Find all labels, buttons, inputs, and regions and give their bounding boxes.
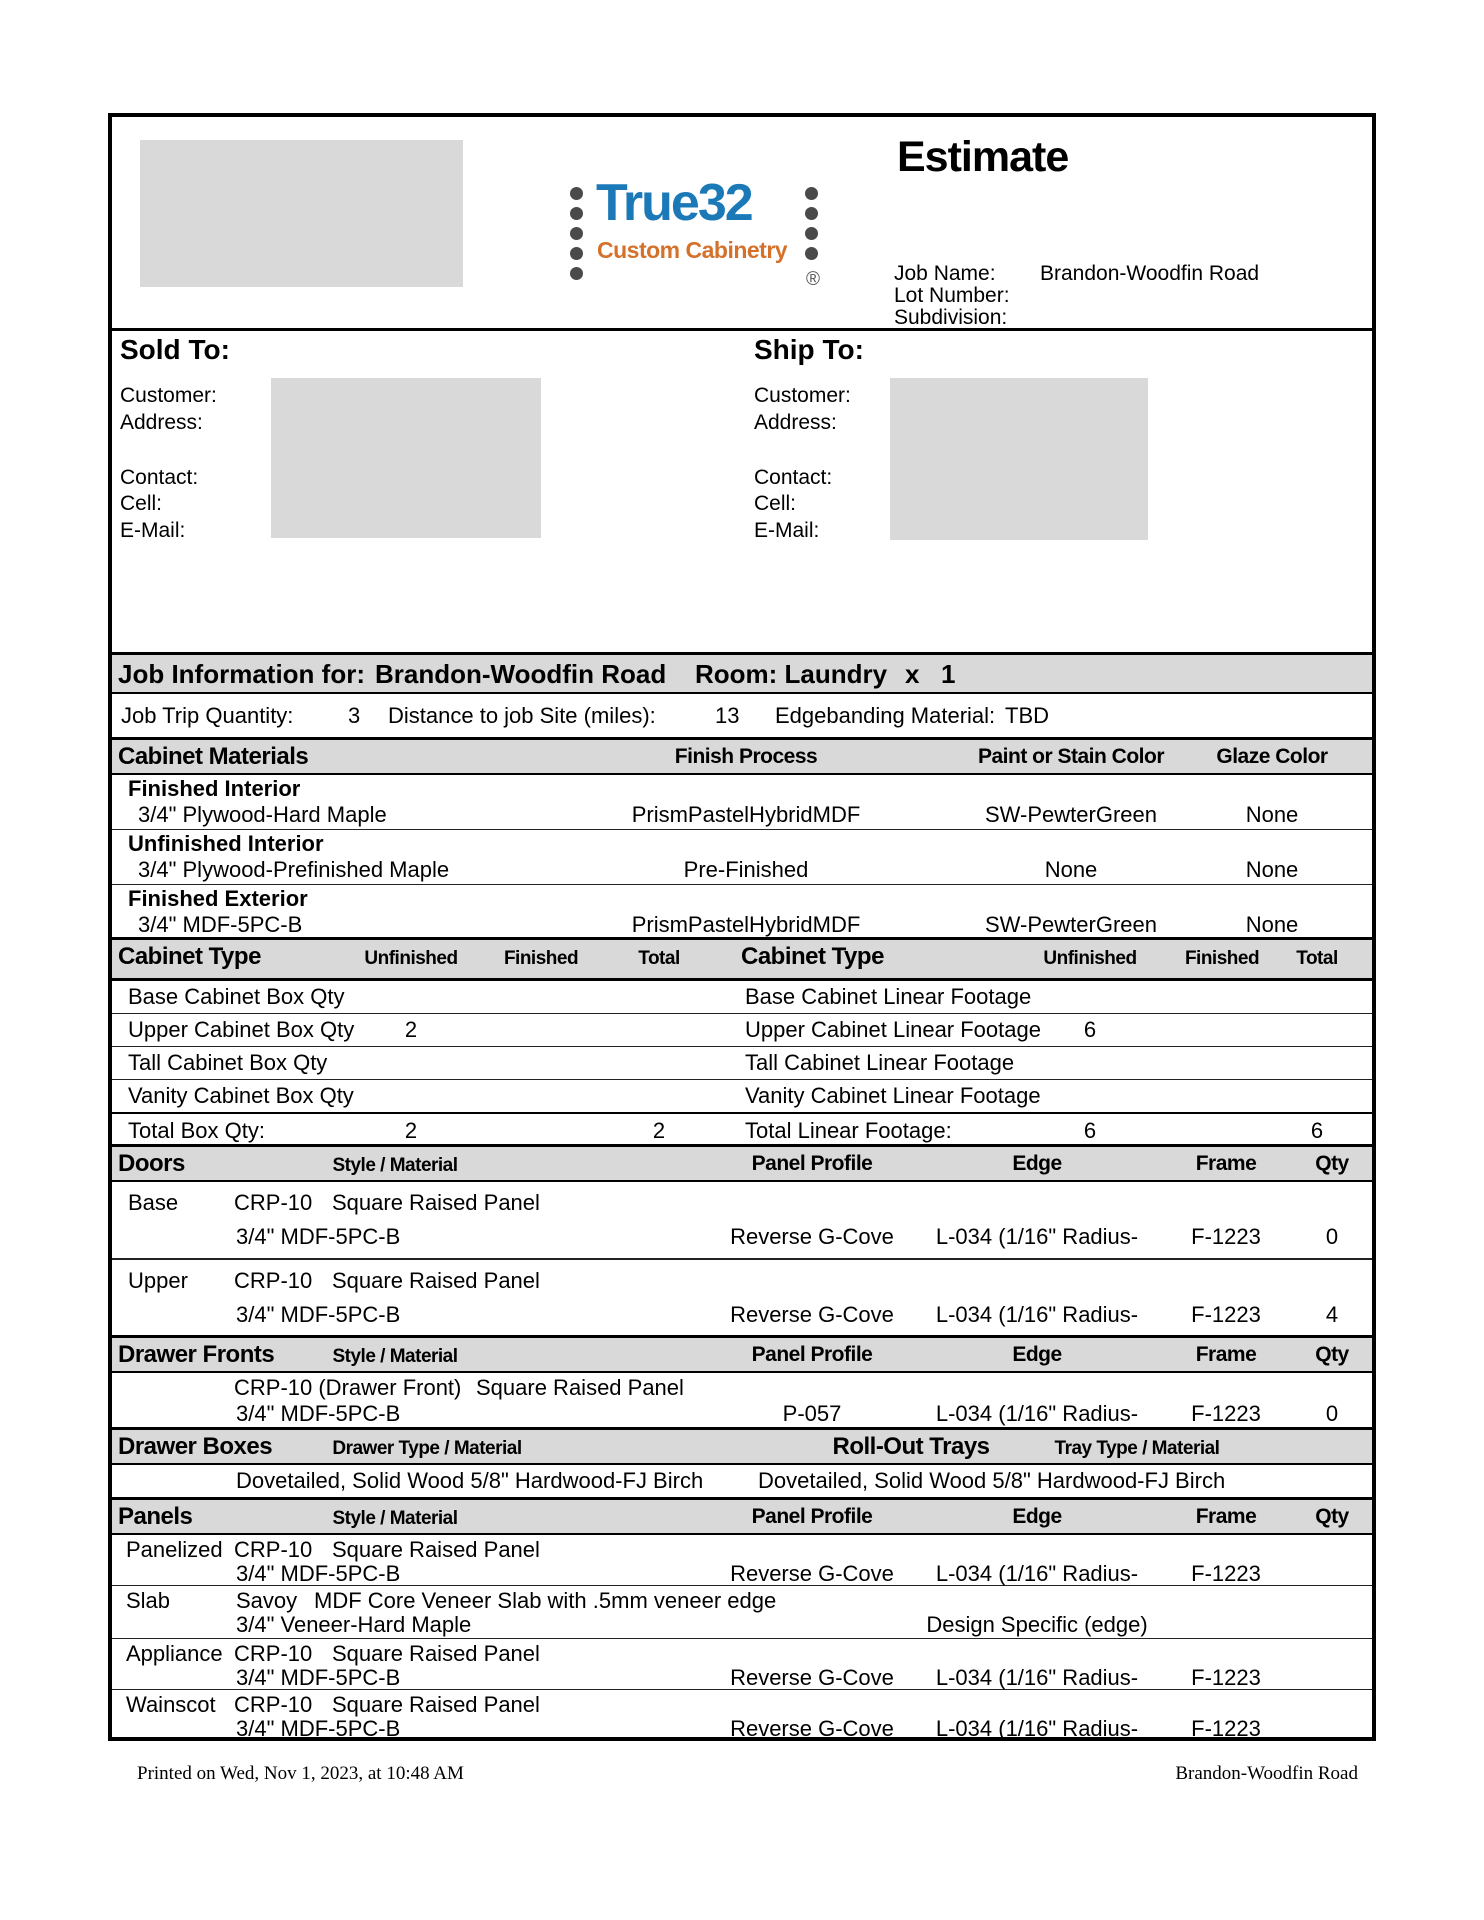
style-name: Square Raised Panel	[332, 1692, 540, 1717]
frame-value: F-1223	[1191, 1561, 1261, 1586]
drawer-boxes-body	[112, 1465, 1372, 1500]
material-value: 3/4" MDF-5PC-B	[236, 1561, 401, 1586]
paint-value: SW-PewterGreen	[985, 912, 1157, 937]
style-code: CRP-10	[234, 1268, 313, 1293]
unfinished-value: 2	[404, 1017, 418, 1042]
col-tray-type-material: Tray Type / Material	[1054, 1438, 1220, 1459]
document-frame	[108, 113, 1376, 1741]
col-edge: Edge	[1012, 1505, 1062, 1528]
glaze-value: None	[1245, 857, 1299, 882]
col-edge: Edge	[1012, 1343, 1062, 1366]
frame-value: F-1223	[1191, 1665, 1261, 1690]
row-label-left: Tall Cabinet Box Qty	[128, 1050, 328, 1075]
row-label-right: Base Cabinet Linear Footage	[745, 984, 1032, 1009]
row-label-right: Tall Cabinet Linear Footage	[745, 1050, 1015, 1075]
style-name: MDF Core Veneer Slab with .5mm veneer edge	[314, 1588, 777, 1613]
document-title: Estimate	[897, 133, 1069, 181]
group-label: Finished Interior	[128, 776, 301, 801]
panel-profile-value: P-057	[782, 1401, 842, 1426]
paint-value: SW-PewterGreen	[985, 802, 1157, 827]
qty-value: 4	[1325, 1302, 1339, 1327]
company-logo-placeholder	[140, 140, 463, 287]
material-value: 3/4" MDF-5PC-B	[236, 1224, 401, 1249]
frame-value: F-1223	[1191, 1302, 1261, 1327]
material-value: 3/4" MDF-5PC-B	[236, 1302, 401, 1327]
sold-to-cell-label: Cell:	[120, 492, 163, 515]
job-info-room: Room: Laundry	[695, 659, 888, 689]
panel-type: Appliance	[126, 1641, 223, 1666]
door-location: Base	[128, 1190, 179, 1215]
style-name: Square Raised Panel	[332, 1268, 540, 1293]
panel-row	[112, 1535, 1372, 1586]
panel-row	[112, 1639, 1372, 1690]
drawer-boxes-title: Drawer Boxes	[118, 1433, 273, 1460]
roll-out-trays-title: Roll-Out Trays	[832, 1433, 990, 1460]
paint-value: None	[1044, 857, 1098, 882]
col-drawer-type-material: Drawer Type / Material	[332, 1438, 522, 1459]
unfinished-value: 2	[404, 1118, 418, 1143]
cabinet-type-total-row	[112, 1112, 1372, 1150]
glaze-value: None	[1245, 802, 1299, 827]
qty-value: 0	[1325, 1224, 1339, 1249]
material-group-row	[112, 885, 1372, 939]
doors-body	[112, 1182, 1372, 1338]
ship-to-cell-label: Cell:	[754, 492, 797, 515]
drawer-fronts-title: Drawer Fronts	[118, 1341, 275, 1368]
panels-body	[112, 1535, 1372, 1741]
logo-dots-right-icon	[805, 187, 818, 260]
finish-value: Pre-Finished	[683, 857, 809, 882]
door-row	[112, 1260, 1372, 1337]
material-value: 3/4" Plywood-Hard Maple	[138, 802, 387, 827]
job-info-room-qty: 1	[941, 659, 956, 689]
glaze-value: None	[1245, 912, 1299, 937]
edgebanding-label: Edgebanding Material:	[775, 703, 996, 728]
doors-header	[112, 1147, 1372, 1182]
material-group-row	[112, 830, 1372, 885]
col-unfinished-right: Unfinished	[1043, 948, 1137, 969]
footer-job-name: Brandon-Woodfin Road	[1175, 1763, 1358, 1784]
row-label-left: Base Cabinet Box Qty	[128, 984, 345, 1009]
group-label: Finished Exterior	[128, 886, 308, 911]
frame-value: F-1223	[1191, 1716, 1261, 1741]
total-value: 6	[1310, 1118, 1324, 1143]
edge-value: Design Specific (edge)	[926, 1612, 1148, 1637]
unfinished-value: 6	[1083, 1017, 1097, 1042]
col-paint-stain: Paint or Stain Color	[977, 745, 1164, 768]
edge-value: L-034 (1/16" Radius-	[935, 1716, 1139, 1741]
cabinet-type-row	[112, 1080, 1372, 1112]
panel-row	[112, 1586, 1372, 1639]
row-label-right: Vanity Cabinet Linear Footage	[745, 1083, 1041, 1108]
sold-to-email-label: E-Mail:	[120, 519, 186, 542]
style-code: CRP-10	[234, 1692, 313, 1717]
registered-trademark-icon: ®	[806, 269, 820, 290]
col-frame: Frame	[1195, 1505, 1257, 1528]
material-value: 3/4" MDF-5PC-B	[236, 1401, 401, 1426]
finish-value: PrismPastelHybridMDF	[631, 912, 861, 937]
edge-value: L-034 (1/16" Radius-	[935, 1665, 1139, 1690]
door-location: Upper	[128, 1268, 188, 1293]
cabinet-type-row	[112, 1014, 1372, 1047]
ship-to-contact-label: Contact:	[754, 466, 833, 489]
style-name: Square Raised Panel	[332, 1641, 540, 1666]
row-label-left: Total Box Qty:	[128, 1118, 265, 1143]
cabinet-type-row	[112, 1047, 1372, 1080]
col-edge: Edge	[1012, 1152, 1062, 1175]
material-value: 3/4" Veneer-Hard Maple	[236, 1612, 472, 1637]
distance-label: Distance to job Site (miles):	[388, 703, 656, 728]
edge-value: L-034 (1/16" Radius-	[935, 1561, 1139, 1586]
col-frame: Frame	[1195, 1343, 1257, 1366]
doors-title: Doors	[118, 1150, 185, 1177]
panel-profile-value: Reverse G-Cove	[730, 1665, 894, 1690]
edge-value: L-034 (1/16" Radius-	[935, 1302, 1139, 1327]
cabinet-type-header	[112, 940, 1372, 981]
door-row	[112, 1182, 1372, 1260]
panel-profile-value: Reverse G-Cove	[730, 1224, 894, 1249]
drawer-front-row	[112, 1373, 1372, 1427]
col-finished-right: Finished	[1184, 948, 1260, 969]
lot-number-label: Lot Number:	[894, 284, 1010, 307]
panel-row	[112, 1690, 1372, 1740]
printed-timestamp: Printed on Wed, Nov 1, 2023, at 10:48 AM	[137, 1763, 464, 1784]
sold-to-contact-label: Contact:	[120, 466, 199, 489]
job-info-job-name: Brandon-Woodfin Road	[375, 659, 667, 689]
true32-logo	[570, 174, 820, 295]
job-name-value: Brandon-Woodfin Road	[1040, 262, 1260, 285]
panel-profile-value: Reverse G-Cove	[730, 1561, 894, 1586]
panel-profile-value: Reverse G-Cove	[730, 1302, 894, 1327]
sold-to-customer-label: Customer:	[120, 384, 217, 407]
col-panel-profile: Panel Profile	[751, 1505, 873, 1528]
trip-qty-label: Job Trip Quantity:	[121, 703, 294, 728]
col-panel-profile: Panel Profile	[751, 1343, 873, 1366]
logo-wordmark: True32	[596, 174, 752, 232]
row-label-left: Vanity Cabinet Box Qty	[128, 1083, 354, 1108]
panels-title: Panels	[118, 1503, 193, 1530]
ship-to-redacted-block	[890, 378, 1148, 540]
col-qty: Qty	[1315, 1152, 1349, 1175]
panel-type: Wainscot	[126, 1692, 216, 1717]
panel-type: Panelized	[126, 1537, 223, 1562]
material-value: 3/4" Plywood-Prefinished Maple	[138, 857, 450, 882]
style-name: Square Raised Panel	[476, 1375, 684, 1400]
col-finish-process: Finish Process	[674, 745, 818, 768]
logo-dots-left-icon	[570, 187, 583, 280]
sold-to-title: Sold To:	[120, 334, 230, 365]
edge-value: L-034 (1/16" Radius-	[935, 1401, 1139, 1426]
material-group-row	[112, 775, 1372, 830]
cabinet-type-row	[112, 981, 1372, 1014]
job-info-label: Job Information for:	[118, 659, 365, 689]
col-unfinished-left: Unfinished	[364, 948, 458, 969]
group-label: Unfinished Interior	[128, 831, 324, 856]
panel-type: Slab	[126, 1588, 171, 1613]
style-code: CRP-10	[234, 1641, 313, 1666]
job-information-bar	[112, 655, 1372, 694]
cabinet-materials-header	[112, 740, 1372, 775]
job-info-times: x	[905, 659, 920, 689]
total-value: 2	[652, 1118, 666, 1143]
ship-to-customer-label: Customer:	[754, 384, 851, 407]
frame-value: F-1223	[1191, 1401, 1261, 1426]
trip-qty-value: 3	[348, 703, 361, 728]
drawer-boxes-header	[112, 1430, 1372, 1465]
col-total-right: Total	[1296, 948, 1338, 969]
cabinet-type-title-right: Cabinet Type	[741, 943, 884, 970]
finish-value: PrismPastelHybridMDF	[631, 802, 861, 827]
col-style-material: Style / Material	[332, 1155, 458, 1176]
col-qty: Qty	[1315, 1343, 1349, 1366]
col-total-left: Total	[638, 948, 680, 969]
cabinet-materials-body	[112, 775, 1372, 940]
panel-profile-value: Reverse G-Cove	[730, 1716, 894, 1741]
style-code: CRP-10	[234, 1537, 313, 1562]
header-section	[112, 117, 1372, 331]
col-finished-left: Finished	[503, 948, 579, 969]
row-label-left: Upper Cabinet Box Qty	[128, 1017, 355, 1042]
col-panel-profile: Panel Profile	[751, 1152, 873, 1175]
style-name: Square Raised Panel	[332, 1537, 540, 1562]
material-value: 3/4" MDF-5PC-B	[236, 1716, 401, 1741]
style-code: CRP-10 (Drawer Front)	[234, 1375, 462, 1400]
ship-to-address-label: Address:	[754, 411, 837, 434]
drawer-box-value: Dovetailed, Solid Wood 5/8" Hardwood-FJ Birch	[236, 1468, 704, 1493]
row-label-right: Total Linear Footage:	[745, 1118, 952, 1143]
col-qty: Qty	[1315, 1505, 1349, 1528]
style-code: CRP-10	[234, 1190, 313, 1215]
job-trip-row	[112, 694, 1372, 740]
panels-header	[112, 1500, 1372, 1535]
col-style-material: Style / Material	[332, 1508, 458, 1529]
sold-to-redacted-block	[271, 378, 541, 538]
cabinet-materials-title: Cabinet Materials	[118, 743, 309, 770]
sold-to-address-label: Address:	[120, 411, 203, 434]
cabinet-type-body	[112, 981, 1372, 1147]
row-label-right: Upper Cabinet Linear Footage	[745, 1017, 1041, 1042]
material-value: 3/4" MDF-5PC-B	[236, 1665, 401, 1690]
drawer-fronts-header	[112, 1338, 1372, 1373]
addresses-section	[112, 331, 1372, 655]
col-frame: Frame	[1195, 1152, 1257, 1175]
drawer-fronts-body	[112, 1373, 1372, 1430]
distance-value: 13	[715, 703, 740, 728]
ship-to-email-label: E-Mail:	[754, 519, 820, 542]
style-code: Savoy	[236, 1588, 298, 1613]
edge-value: L-034 (1/16" Radius-	[935, 1224, 1139, 1249]
col-style-material: Style / Material	[332, 1346, 458, 1367]
frame-value: F-1223	[1191, 1224, 1261, 1249]
subdivision-label: Subdivision:	[894, 306, 1008, 329]
cabinet-type-title-left: Cabinet Type	[118, 943, 261, 970]
edgebanding-value: TBD	[1005, 703, 1049, 728]
unfinished-value: 6	[1083, 1118, 1097, 1143]
logo-tagline: Custom Cabinetry	[597, 237, 788, 263]
ship-to-title: Ship To:	[754, 334, 864, 365]
material-value: 3/4" MDF-5PC-B	[138, 912, 303, 937]
roll-out-tray-value: Dovetailed, Solid Wood 5/8" Hardwood-FJ Birch	[758, 1468, 1226, 1493]
qty-value: 0	[1325, 1401, 1339, 1426]
job-name-label: Job Name:	[894, 262, 996, 285]
col-glaze: Glaze Color	[1216, 745, 1328, 768]
style-name: Square Raised Panel	[332, 1190, 540, 1215]
